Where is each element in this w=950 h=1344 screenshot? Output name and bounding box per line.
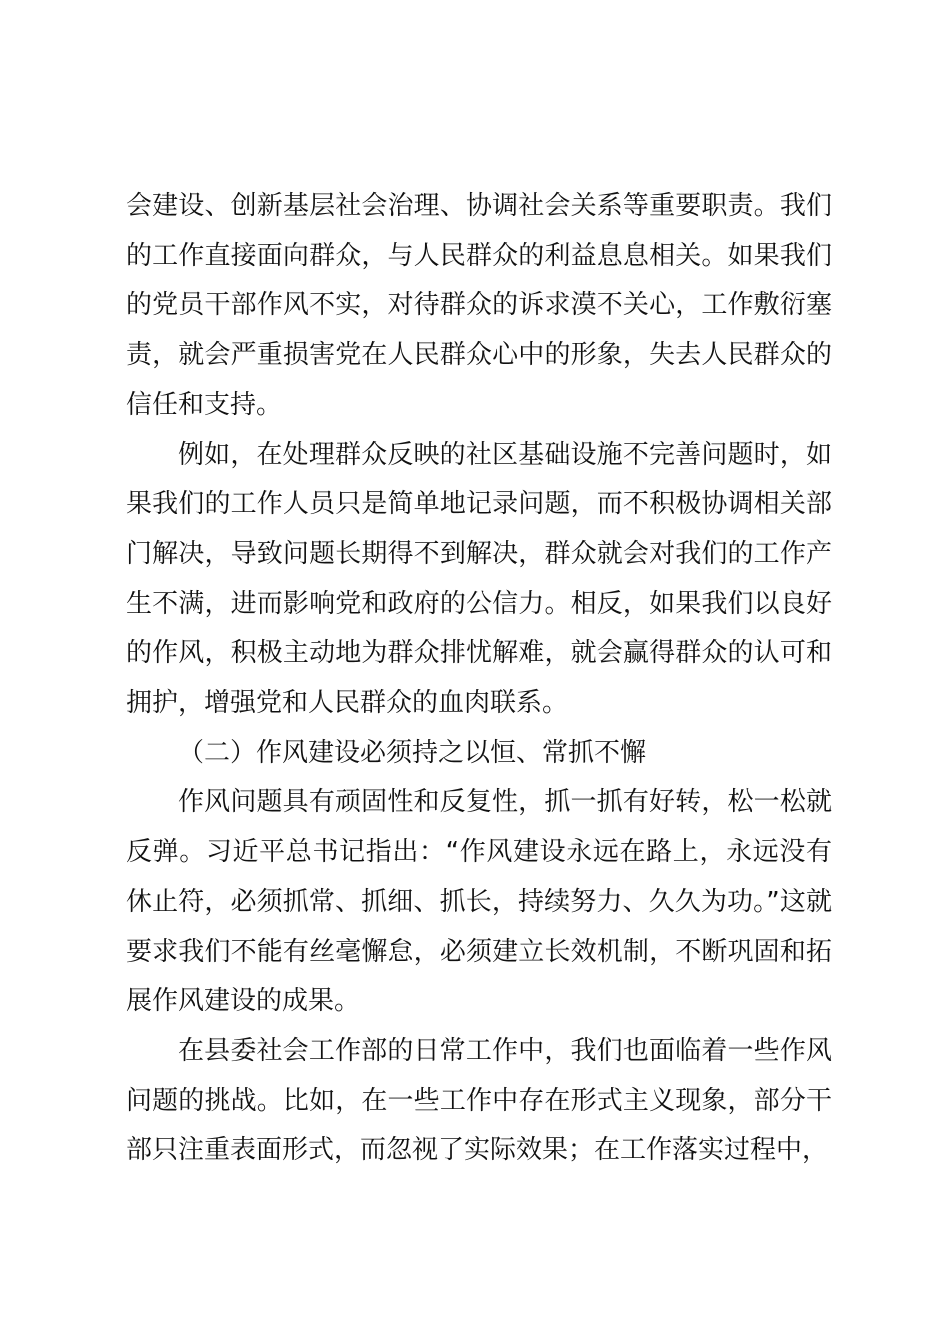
- paragraph-4: 作风问题具有顽固性和反复性，抓一抓有好转，松一松就反弹。习近平总书记指出：“作风建设永远在路上，永远没有休止符，必须抓常、抓细、抓长，持续努力、久久为功。”这就要求我们不能有丝毫懈怠，必须建立长效机制，不断巩固和拓展作风建设的成果。: [126, 787, 832, 1017]
- paragraph-1: 会建设、创新基层社会治理、协调社会关系等重要职责。我们的工作直接面向群众，与人民群众的利益息息相关。如果我们的党员干部作风不实，对待群众的诉求漠不关心，工作敷衍塞责，就会严重损害党在人民群众心中的形象，失去人民群众的信任和支持。: [126, 191, 832, 420]
- section-heading: （二）作风建设必须持之以恒、常抓不懈: [178, 737, 647, 768]
- paragraph-2: 例如，在处理群众反映的社区基础设施不完善问题时，如果我们的工作人员只是简单地记录问题，而不积极协调相关部门解决，导致问题长期得不到解决，群众就会对我们的工作产生不满，进而影响党和政府的公信力。相反，如果我们以良好的作风，积极主动地为群众排忧解难，就会赢得群众的认可和拥护，增强党和人民群众的血肉联系。: [126, 439, 832, 719]
- paragraph-5: 在县委社会工作部的日常工作中，我们也面临着一些作风问题的挑战。比如，在一些工作中存在形式主义现象，部分干部只注重表面形式，而忽视了实际效果；在工作落实过程中，: [126, 1035, 832, 1166]
- document-body: [126, 182, 832, 1176]
